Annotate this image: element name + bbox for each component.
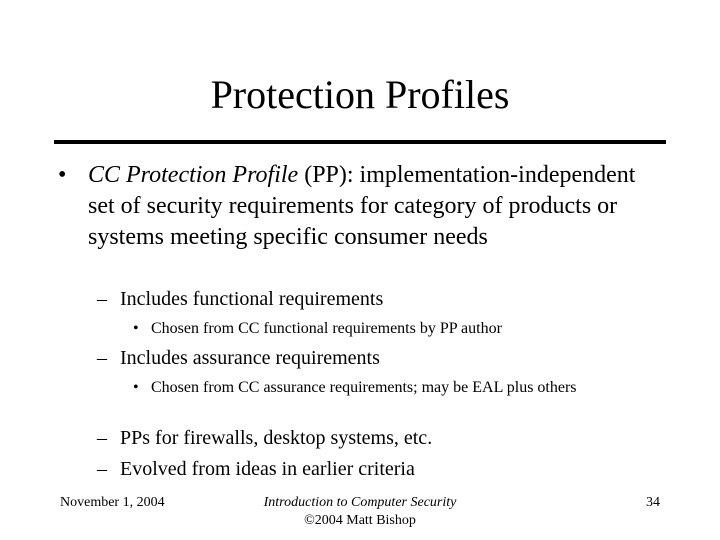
subbullet-text: Includes functional requirements (120, 288, 384, 310)
subsubbullet-text: Chosen from CC assurance requirements; may be EAL plus others (151, 379, 577, 396)
title-divider (54, 140, 666, 144)
dash-marker: – (97, 427, 107, 449)
footer-course-title: Introduction to Computer Security (263, 495, 457, 510)
bullet-text (88, 160, 658, 253)
subsubbullet-text: Chosen from CC functional requirements by PP author (151, 320, 502, 337)
bullet-marker: • (133, 379, 139, 396)
bullet-marker: • (133, 320, 139, 337)
bullet-marker: • (58, 162, 67, 188)
bullet-body: (PP): implementation-independent set of security requirements for category of products or systems meeting specific consumer needs (88, 162, 636, 250)
dash-marker: – (97, 347, 107, 369)
footer-course-info (210, 494, 510, 530)
footer-copyright: ©2004 Matt Bishop (304, 513, 416, 528)
slide-title: Protection Profiles (210, 72, 510, 117)
subbullet-text: Includes assurance requirements (120, 347, 380, 369)
dash-marker: – (97, 458, 107, 480)
subbullet-text: Evolved from ideas in earlier criteria (120, 458, 415, 480)
footer-date: November 1, 2004 (60, 495, 165, 510)
dash-marker: – (97, 288, 107, 310)
bullet-italic-lead: CC Protection Profile (88, 162, 299, 188)
page-number: 34 (646, 495, 660, 510)
subbullet-text: PPs for firewalls, desktop systems, etc. (120, 427, 433, 449)
